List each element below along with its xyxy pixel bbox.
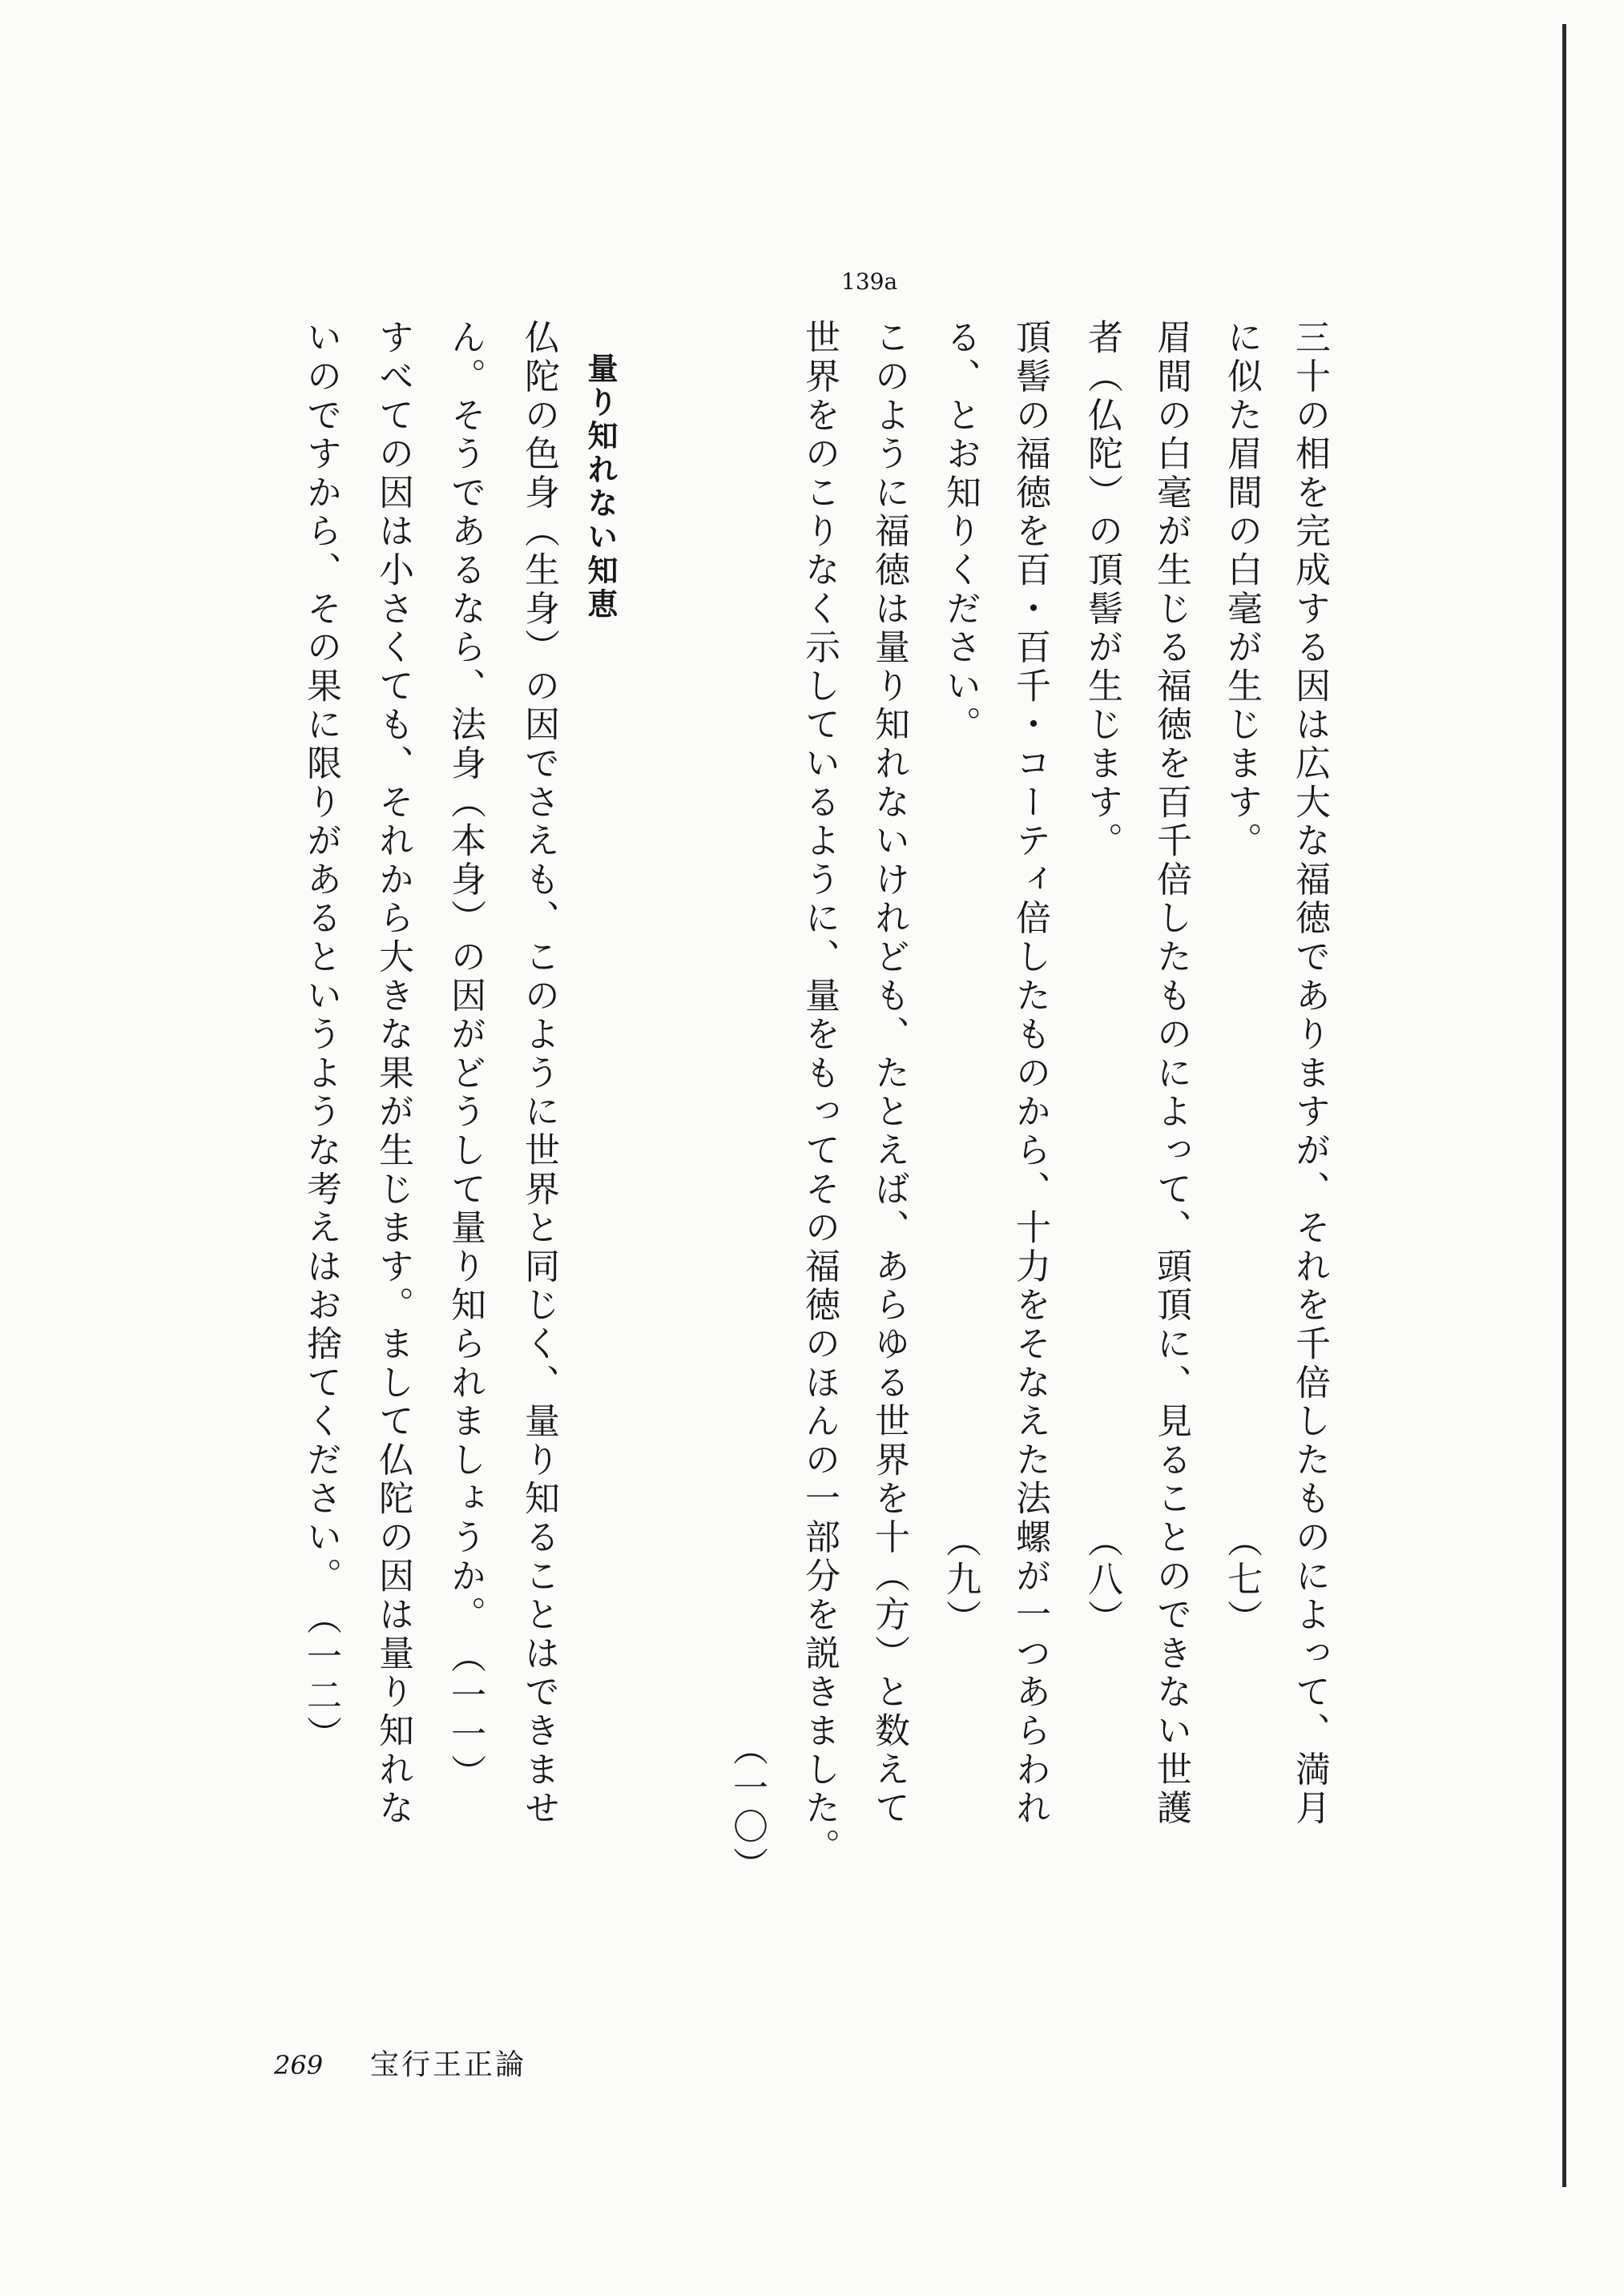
text-line: 頂髻の福徳を百・百千・コーティ倍したものから、十力をそなえた法螺が一つあらわれ	[1009, 319, 1050, 1828]
text-line: 眉間の白毫が生じる福徳を百千倍したものによって、頭頂に、見ることのできない世護	[1151, 319, 1191, 1828]
text-line: る、とお知りください。 （九）	[940, 319, 981, 1638]
text-line: 者（仏陀）の頂髻が生じます。 （八）	[1082, 319, 1122, 1638]
text-line: 世界をのこりなく示しているように、量をもってその福徳のほんの一部分を説きました。	[799, 319, 840, 1867]
section-heading: 量り知れない知恵	[582, 352, 618, 622]
verse-number: （一〇）	[727, 1730, 768, 1886]
text-line: すべての因は小さくても、それから大きな果が生じます。まして仏陀の因は量り知れな	[373, 319, 413, 1828]
text-line: このように福徳は量り知れないけれども、たとえば、あらゆる世界を十（方）と数えて	[868, 319, 909, 1828]
text-line: いのですから、その果に限りがあるというような考えはお捨てください。 （一二）	[300, 319, 341, 1754]
page-number: 269	[274, 2050, 324, 2080]
running-title: 宝行王正論	[370, 2048, 527, 2081]
page-edge-rule	[1562, 24, 1566, 2187]
text-line: 仏陀の色身（生身）の因でさえも、このように世界と同じく、量り知ることはできませ	[518, 319, 559, 1828]
text-line: に似た眉間の白毫が生じます。 （七）	[1221, 319, 1262, 1638]
text-line: ん。そうであるなら、法身（本身）の因がどうして量り知られましょうか。 （一一）	[445, 319, 486, 1793]
source-reference: 139a	[841, 268, 898, 295]
text-line: 三十の相を完成する因は広大な福徳でありますが、それを千倍したものによって、満月	[1289, 319, 1330, 1828]
